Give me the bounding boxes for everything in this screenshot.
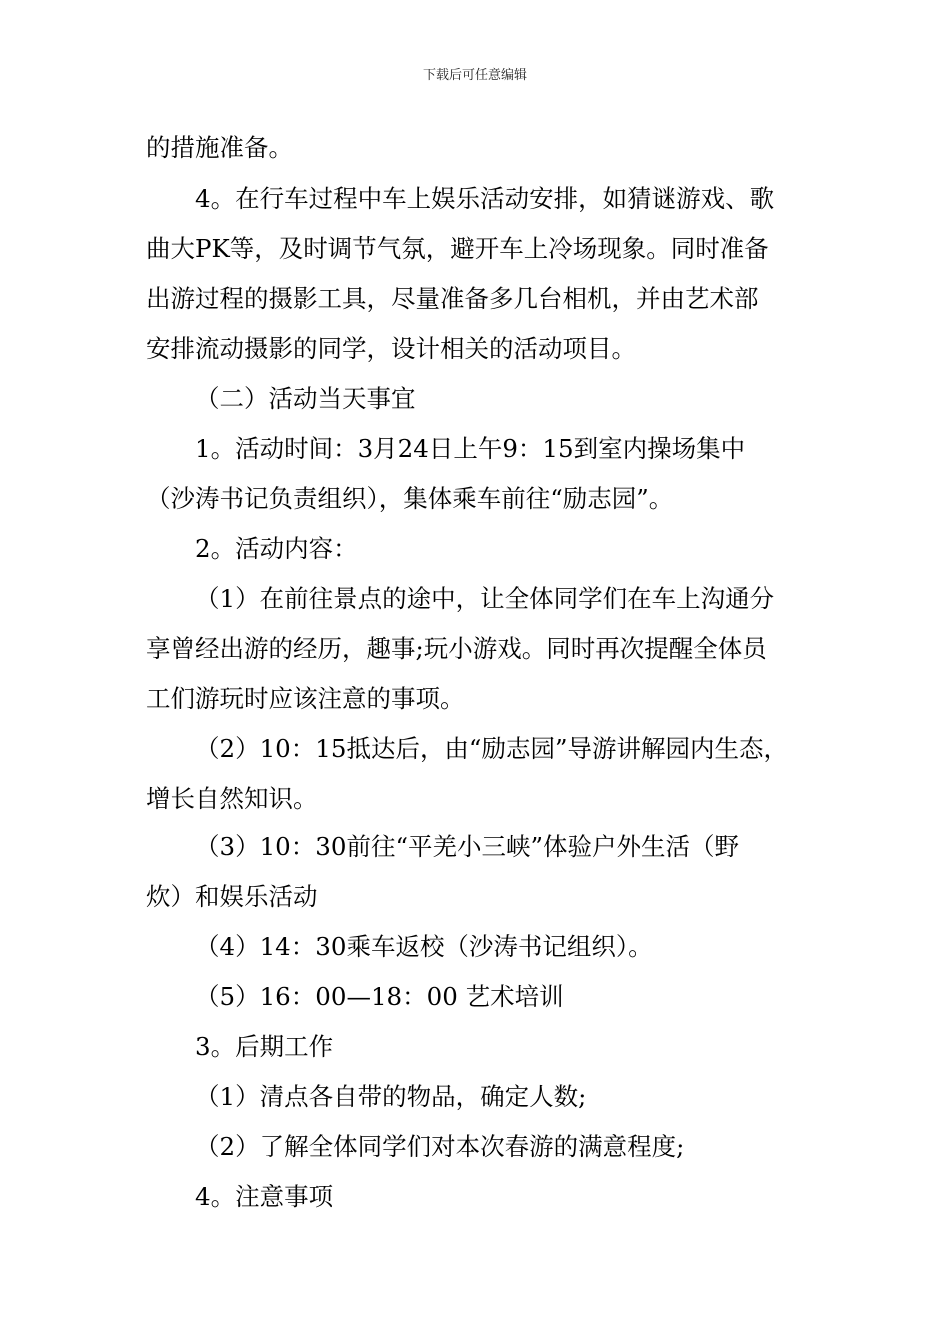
page-header: 下载后可任意编辑: [422, 68, 527, 83]
text-line: 4。注意事项: [195, 1182, 334, 1211]
text-line: 1。活动时间：3月24日上午9：15到室内操场集中: [195, 434, 746, 463]
text-line: （2）10：15抵达后，由“励志园”导游讲解园内生态，: [195, 734, 788, 763]
text-line: （3）10：30前往“平羌小三峡”体验户外生活（野: [195, 832, 739, 861]
text-line: 享曾经出游的经历，趣事;玩小游戏。同时再次提醒全体员: [146, 634, 767, 663]
text-line: 4。在行车过程中车上娱乐活动安排，如猜谜游戏、歌: [195, 184, 775, 213]
text-line: （沙涛书记负责组织），集体乘车前往“励志园”。: [146, 484, 674, 513]
text-line: 2。活动内容：: [195, 534, 358, 563]
text-line: （5）16：00—18：00 艺术培训: [195, 982, 564, 1011]
text-line: 3。后期工作: [195, 1032, 334, 1061]
text-line: （1）在前往景点的途中，让全体同学们在车上沟通分: [195, 584, 775, 613]
text-line: （2）了解全体同学们对本次春游的满意程度;: [195, 1132, 685, 1161]
text-line: 增长自然知识。: [146, 784, 318, 813]
text-line: 工们游玩时应该注意的事项。: [146, 684, 465, 713]
text-line: 出游过程的摄影工具，尽量准备多几台相机，并由艺术部: [146, 284, 759, 313]
text-line: 炊）和娱乐活动: [146, 882, 318, 911]
text-line: （4）14：30乘车返校（沙涛书记组织）。: [195, 932, 653, 961]
text-line: （1）清点各自带的物品，确定人数;: [195, 1082, 587, 1111]
text-line: （二）活动当天事宜: [195, 384, 416, 413]
text-line: 安排流动摄影的同学，设计相关的活动项目。: [146, 334, 636, 363]
text-line: 的措施准备。: [146, 133, 293, 162]
text-line: 曲大PK等，及时调节气氛，避开车上冷场现象。同时准备: [146, 234, 769, 263]
